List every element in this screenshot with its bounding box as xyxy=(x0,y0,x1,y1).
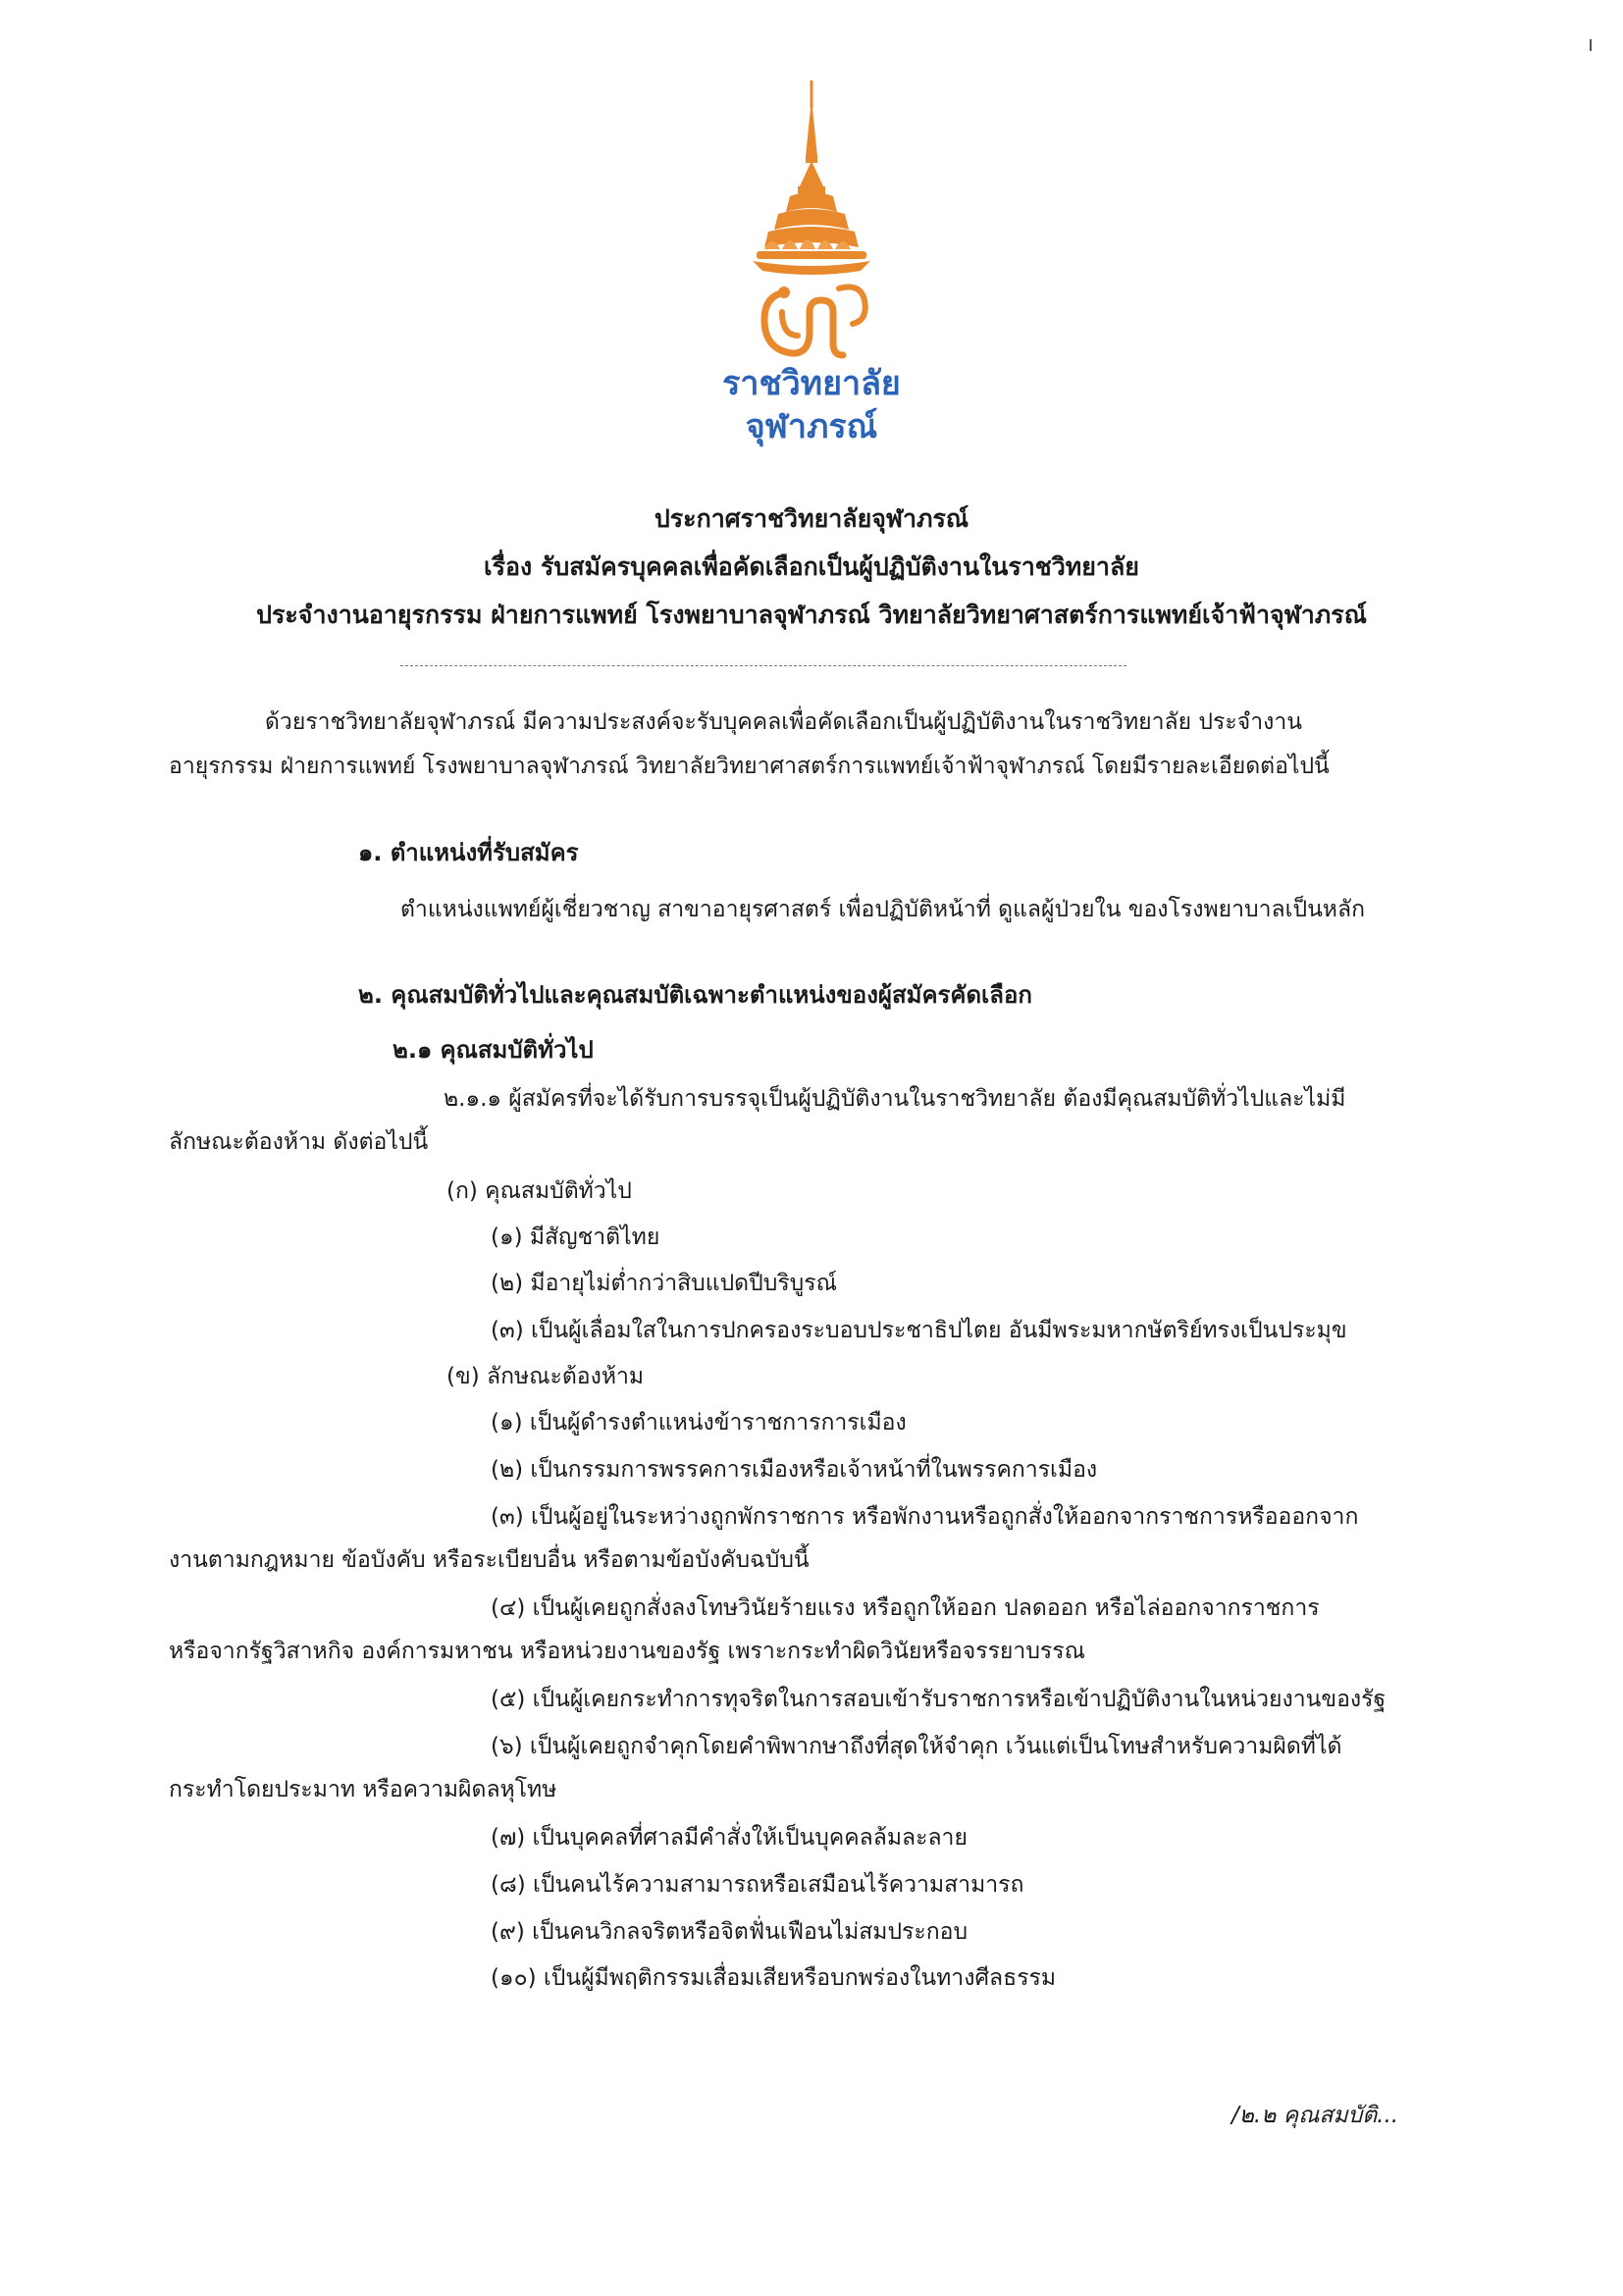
general-qualifications-heading: (ก) คุณสมบัติทั่วไป xyxy=(446,1178,632,1204)
list-item: (๗) เป็นบุคคลที่ศาลมีคำสั่งให้เป็นบุคคลล้มละลาย xyxy=(491,1825,968,1851)
section2-heading: ๒. คุณสมบัติทั่วไปและคุณสมบัติเฉพาะตำแหน่งของผู้สมัครคัดเลือก xyxy=(358,981,1032,1009)
scan-speck xyxy=(1590,39,1592,51)
list-item: (๒) เป็นกรรมการพรรคการเมืองหรือเจ้าหน้าที่ในพรรคการเมือง xyxy=(491,1457,1098,1483)
intro-line-1: ด้วยราชวิทยาลัยจุฬาภรณ์ มีความประสงค์จะรับบุคคลเพื่อคัดเลือกเป็นผู้ปฏิบัติงานในราชวิทยาลัย ประจำงาน xyxy=(265,709,1302,735)
prohibited-characteristics-heading: (ข) ลักษณะต้องห้าม xyxy=(446,1364,645,1389)
section2-1-heading: ๒.๑ คุณสมบัติทั่วไป xyxy=(393,1036,594,1064)
list-item: (๔) เป็นผู้เคยถูกสั่งลงโทษวินัยร้ายแรง หรือถูกให้ออก ปลดออก หรือไล่ออกจากราชการ xyxy=(491,1595,1320,1621)
section1-body: ตำแหน่งแพทย์ผู้เชี่ยวชาญ สาขาอายุรศาสตร์ เพื่อปฏิบัติหน้าที่ ดูแลผู้ป่วยใน ของโรงพยาบาลเป็นหลัก xyxy=(400,897,1365,922)
announcement-department: ประจำงานอายุรกรรม ฝ่ายการแพทย์ โรงพยาบาลจุฬาภรณ์ วิทยาลัยวิทยาศาสตร์การแพทย์เจ้าฟ้าจุฬาภรณ์ xyxy=(256,600,1367,629)
intro-line-2: อายุรกรรม ฝ่ายการแพทย์ โรงพยาบาลจุฬาภรณ์ วิทยาลัยวิทยาศาสตร์การแพทย์เจ้าฟ้าจุฬาภรณ์ โดยมีรายละเอียดต่อไปนี้ xyxy=(169,754,1330,779)
list-item: (๑๐) เป็นผู้มีพฤติกรรมเสื่อมเสียหรือบกพร่องในทางศีลธรรม xyxy=(491,1965,1057,1991)
list-item: (๑) มีสัญชาติไทย xyxy=(491,1225,660,1250)
list-item: (๕) เป็นผู้เคยกระทำการทุจริตในการสอบเข้ารับราชการหรือเข้าปฏิบัติงานในหน่วยงานของรัฐ xyxy=(491,1687,1387,1712)
list-item: (๖) เป็นผู้เคยถูกจำคุกโดยคำพิพากษาถึงที่สุดให้จำคุก เว้นแต่เป็นโทษสำหรับความผิดที่ได้ xyxy=(491,1734,1342,1759)
clause-2-1-1-line-2: ลักษณะต้องห้าม ดังต่อไปนี้ xyxy=(169,1129,429,1155)
list-item: (๑) เป็นผู้ดำรงตำแหน่งข้าราชการการเมือง xyxy=(491,1410,907,1435)
list-item: (๙) เป็นคนวิกลจริตหรือจิตฟั่นเฟือนไม่สมประกอบ xyxy=(491,1919,969,1945)
page-continuation-note: /๒.๒ คุณสมบัติ... xyxy=(1231,2103,1399,2128)
list-item-continuation: กระทำโดยประมาท หรือความผิดลหุโทษ xyxy=(169,1777,557,1802)
logo-text-line2: จุฬาภรณ์ xyxy=(745,407,878,446)
list-item: (๓) เป็นผู้อยู่ในระหว่างถูกพักราชการ หรือพักงานหรือถูกสั่งให้ออกจากราชการหรือออกจาก xyxy=(491,1504,1359,1530)
announcement-subject: เรื่อง รับสมัครบุคคลเพื่อคัดเลือกเป็นผู้ปฏิบัติงานในราชวิทยาลัย xyxy=(484,552,1139,581)
section1-heading: ๑. ตำแหน่งที่รับสมัคร xyxy=(358,839,579,866)
announcement-title: ประกาศราชวิทยาลัยจุฬาภรณ์ xyxy=(654,504,969,533)
list-item: (๒) มีอายุไม่ต่ำกว่าสิบแปดปีบริบูรณ์ xyxy=(491,1271,837,1296)
list-item-continuation: หรือจากรัฐวิสาหกิจ องค์การมหาชน หรือหน่วยงานของรัฐ เพราะกระทำผิดวินัยหรือจรรยาบรรณ xyxy=(169,1639,1085,1664)
list-item: (๘) เป็นคนไร้ความสามารถหรือเสมือนไร้ความสามารถ xyxy=(491,1872,1024,1898)
logo-text-line1: ราชวิทยาลัย xyxy=(722,364,901,403)
list-item-continuation: งานตามกฎหมาย ข้อบังคับ หรือระเบียบอื่น หรือตามข้อบังคับฉบับนี้ xyxy=(169,1547,810,1573)
royal-crown-monogram-icon xyxy=(713,78,910,373)
title-divider xyxy=(400,665,1126,666)
list-item: (๓) เป็นผู้เลื่อมใสในการปกครองระบอบประชาธิปไตย อันมีพระมหากษัตริย์ทรงเป็นประมุข xyxy=(491,1318,1347,1343)
clause-2-1-1-line-1: ๒.๑.๑ ผู้สมัครที่จะได้รับการบรรจุเป็นผู้ปฏิบัติงานในราชวิทยาลัย ต้องมีคุณสมบัติทั่วไปและไม่มี xyxy=(444,1086,1346,1112)
